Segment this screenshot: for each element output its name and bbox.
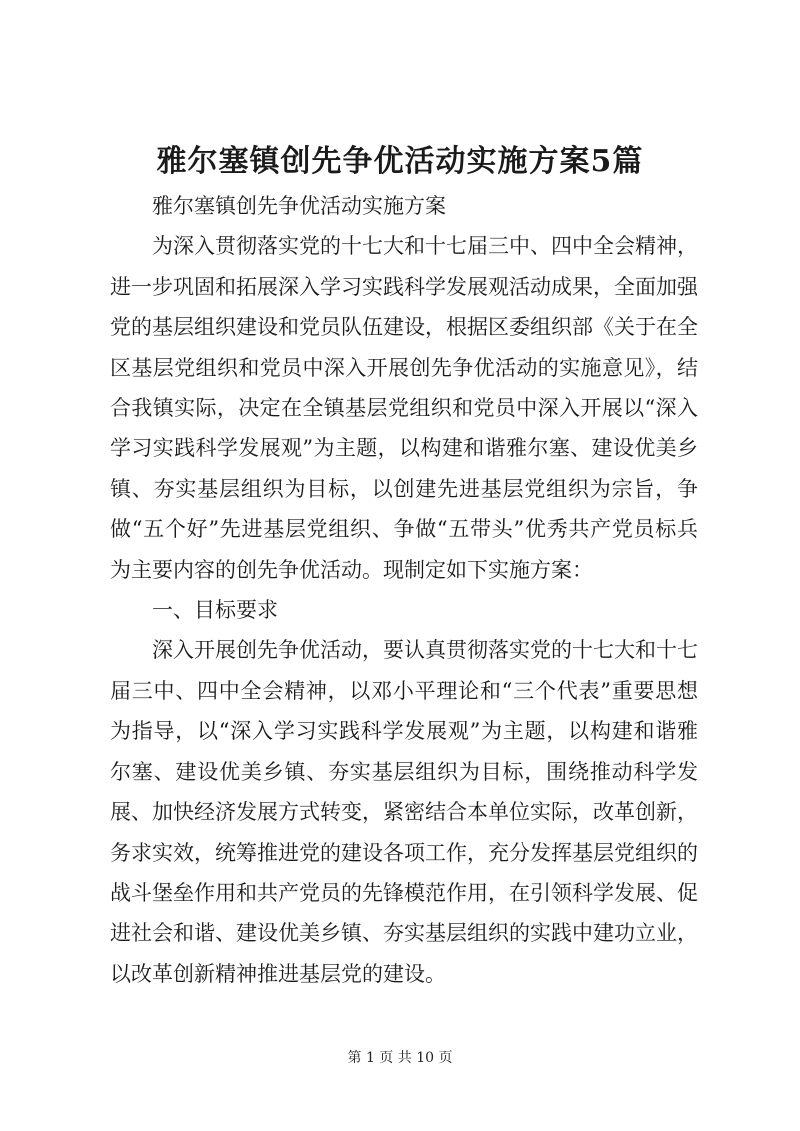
paragraph-intro: 为深入贯彻落实党的十七大和十七届三中、四中全会精神，进一步巩固和拓展深入学习实践科学发展观活动成果，全面加强党的基层组织建设和党员队伍建设，根据区委组织部《关于在全区基层党组织和党员中深入开展创先争优活动的实施意见》，结合我镇实际，决定在全镇基层党组织和党员中深入开展以“深入学习实践科学发展观”为主题，以构建和谐雅尔塞、建设优美乡镇、夯实基层组织为目标，以创建先进基层党组织为宗旨，争做“五个好”先进基层党组织、争做“五带头”优秀共产党员标兵为主要内容的创先争优活动。现制定如下实施方案： [110, 234, 698, 582]
document-subtitle: 雅尔塞镇创先争优活动实施方案 [152, 194, 446, 218]
section-heading-goals: 一、目标要求 [152, 598, 278, 623]
document-title: 雅尔塞镇创先争优活动实施方案5篇 [156, 144, 644, 179]
document-body [110, 186, 698, 994]
page-number: 第 1 页 共 10 页 [347, 1050, 453, 1066]
paragraph-goals: 深入开展创先争优活动，要认真贯彻落实党的十七大和十七届三中、四中全会精神，以邓小平理论和“三个代表”重要思想为指导，以“深入学习实践科学发展观”为主题，以构建和谐雅尔塞、建设优美乡镇、夯实基层组织为目标，围绕推动科学发展、加快经济发展方式转变，紧密结合本单位实际，改革创新，务求实效，统筹推进党的建设各项工作，充分发挥基层党组织的战斗堡垒作用和共产党员的先锋模范作用，在引领科学发展、促进社会和谐、建设优美乡镇、夯实基层组织的实践中建功立业，以改革创新精神推进基层党的建设。 [110, 638, 698, 986]
